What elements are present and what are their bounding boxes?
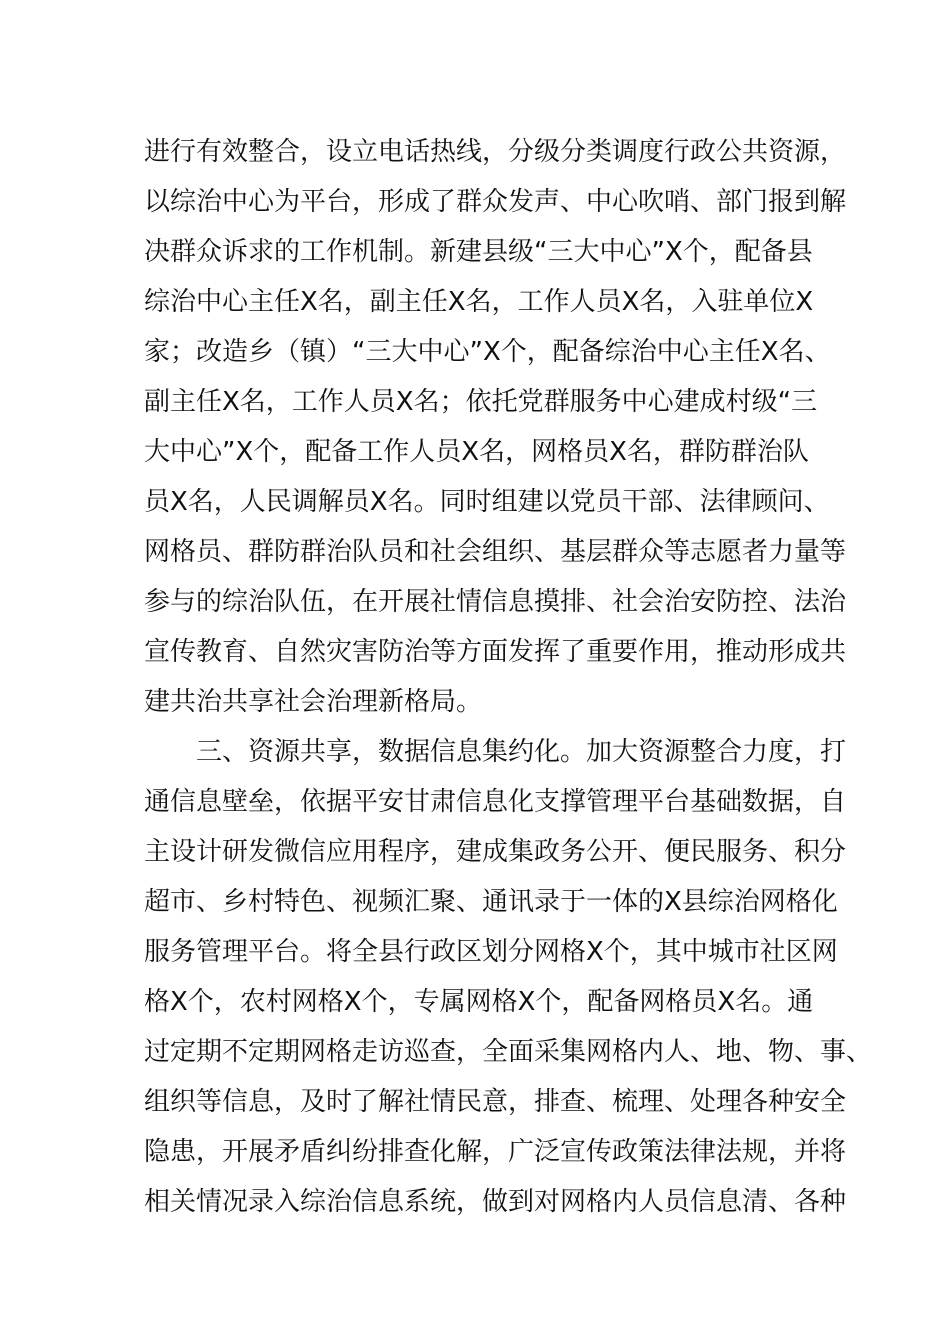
text-line: 网格员、群防群治队员和社会组织、基层群众等志愿者力量等 [144, 537, 847, 567]
text-line: 员X名，人民调解员X名。同时组建以党员干部、法律顾问、 [144, 487, 830, 517]
text-line: 副主任X名，工作人员X名；依托党群服务中心建成村级“三 [144, 387, 818, 417]
text-line: 决群众诉求的工作机制。新建县级“三大中心”X个，配备县 [144, 237, 813, 267]
text-line: 过定期不定期网格走访巡查，全面采集网格内人、地、物、事、 [144, 1037, 873, 1067]
text-line: 通信息壁垒，依据平安甘肃信息化支撑管理平台基础数据，自 [144, 787, 847, 817]
text-line: 以综治中心为平台，形成了群众发声、中心吹哨、部门报到解 [144, 187, 847, 217]
text-line: 格X个，农村网格X个，专属网格X个，配备网格员X名。通 [144, 987, 814, 1017]
text-line: 进行有效整合，设立电话热线，分级分类调度行政公共资源， [144, 137, 847, 167]
text-line: 宣传教育、自然灾害防治等方面发挥了重要作用，推动形成共 [144, 637, 847, 667]
text-line: 主设计研发微信应用程序，建成集政务公开、便民服务、积分 [144, 837, 847, 867]
text-line: 建共治共享社会治理新格局。 [144, 687, 483, 717]
text-line: 隐患，开展矛盾纠纷排查化解，广泛宣传政策法律法规，并将 [144, 1137, 847, 1167]
text-line: 综治中心主任X名，副主任X名，工作人员X名，入驻单位X [144, 287, 814, 317]
text-line: 相关情况录入综治信息系统，做到对网格内人员信息清、各种 [144, 1187, 847, 1217]
text-line: 服务管理平台。将全县行政区划分网格X个，其中城市社区网 [144, 937, 838, 967]
text-line: 超市、乡村特色、视频汇聚、通讯录于一体的X县综治网格化 [144, 887, 838, 917]
text-line: 家；改造乡（镇）“三大中心”X个，配备综治中心主任X名、 [144, 337, 831, 367]
document-body [144, 127, 873, 1227]
text-line: 大中心”X个，配备工作人员X名，网格员X名，群防群治队 [144, 437, 809, 467]
section-heading-line: 三、资源共享，数据信息集约化。加大资源整合力度，打 [196, 737, 847, 767]
text-line: 组织等信息，及时了解社情民意，排查、梳理、处理各种安全 [144, 1087, 847, 1117]
text-line: 参与的综治队伍，在开展社情信息摸排、社会治安防控、法治 [144, 587, 847, 617]
